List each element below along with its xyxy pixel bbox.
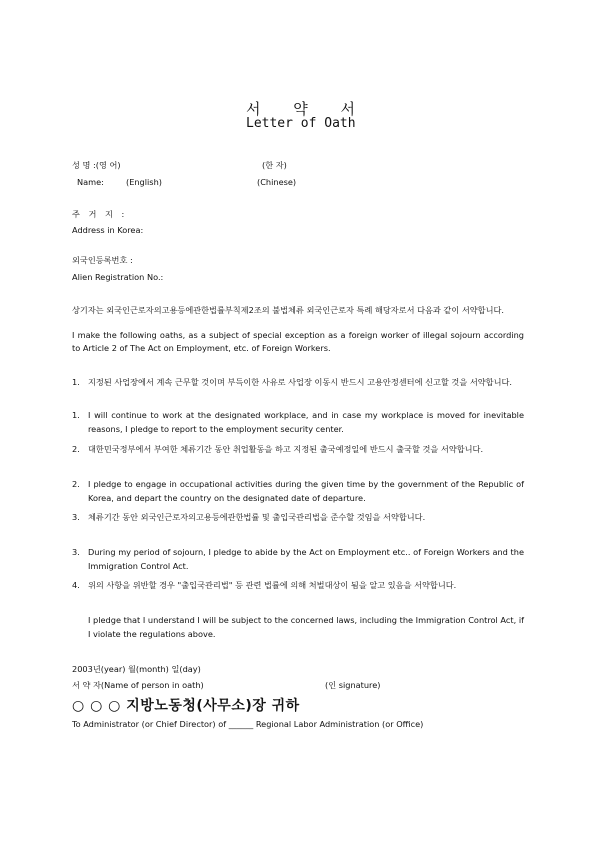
document-title-english: Letter of Oath [246,116,356,131]
item-text: I pledge to engage in occupational activities during the given time by the government of the Republic of Korea, and depart the country on the designated date of departure. [88,479,524,503]
item-text: 대한민국정부에서 부여한 체류기간 동안 취업활동을 하고 지정된 출국예정일에 반드시 출국할 것을 서약합니다. [88,444,484,454]
item-number: 2. [72,444,80,454]
signature-oath-person: 서 약 자(Name of person in oath) [72,680,204,690]
name-chinese-label: (Chinese) [257,177,297,187]
name-english-label: (English) [126,177,162,187]
oath-item-2-english [72,477,524,505]
signature-date: 2003년(year) 월(month) 일(day) [72,664,201,674]
item-number: 2. [72,479,80,489]
oath-item-1-korean [72,375,524,389]
alien-reg-label-korean: 외국인등록번호 : [72,255,133,265]
item-number: 1. [72,377,80,387]
address-label-english: Address in Korea: [72,225,144,235]
item-text: I will continue to work at the designated workplace, and in case my workplace is moved for inevitable reasons, I pledge to report to the employment security center. [88,410,524,434]
item-number: 3. [72,547,80,557]
intro-english: I make the following oaths, as a subject of special exception as a foreign worker of illegal sojourn according to Article 2 of The Act on Employment, etc. of Foreign Workers. [72,330,524,353]
item-text: I pledge that I understand I will be subject to the concerned laws, including the Immigration Control Act, if I violate the regulations above. [88,615,524,639]
item-number: 4. [72,580,80,590]
alien-reg-label-english: Alien Registration No.: [72,272,164,282]
item-text: 체류기간 동안 외국인근로자의고용등에관한법률 및 출입국관리법을 준수할 것임을 서약합니다. [88,512,426,522]
document-title-korean: 서 약 서 [246,100,370,118]
addressee-korean: ○ ○ ○ 지방노동청(사무소)장 귀하 [72,698,300,714]
addressee-english: To Administrator (or Chief Director) of ______ Regional Labor Administration (or Office) [72,719,424,729]
item-text: During my period of sojourn, I pledge to abide by the Act on Employment etc.. of Foreign Workers and the Immigration Control Act. [88,547,524,571]
oath-item-4-english [72,613,524,641]
item-number: 3. [72,512,80,522]
signature-seal: (인 signature) [325,680,381,690]
oath-item-2-korean [72,442,524,456]
name-label-english: Name: [77,177,104,187]
oath-item-1-english [72,408,524,436]
oath-item-3-english [72,545,524,573]
oath-item-3-korean [72,510,524,524]
address-label-korean: 주 거 지 : [72,209,128,219]
item-number: 1. [72,410,80,420]
name-hanja-label: (한 자) [262,160,287,170]
name-label-korean: 성 명 :(영 어) [72,160,121,170]
item-text: 지정된 사업장에서 계속 근무할 것이며 부득이한 사유로 사업장 이동시 반드시 고용안정센터에 신고할 것을 서약합니다. [88,377,512,387]
item-text: 위의 사항을 위반할 경우 "출입국관리법" 등 관련 법률에 의해 처벌대상이 됨을 알고 있음을 서약합니다. [88,580,457,590]
intro-korean: 상기자는 외국인근로자의고용등에관한법률부칙제2조의 불법체류 외국인근로자 특례 해당자로서 다음과 같이 서약합니다. [72,305,504,315]
oath-item-4-korean [72,578,524,592]
